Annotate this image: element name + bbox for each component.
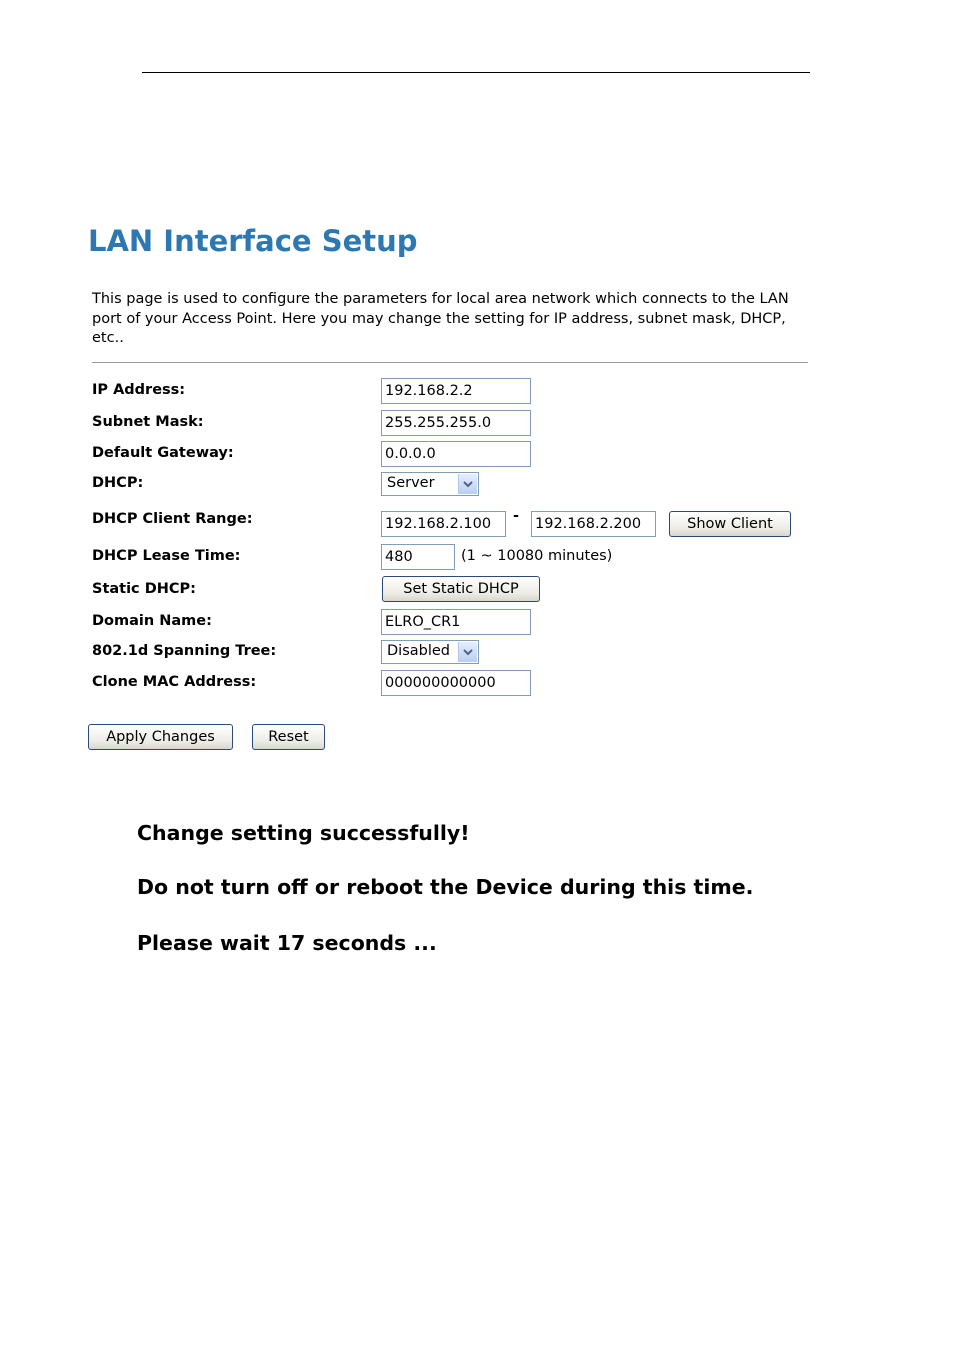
spanning-tree-select[interactable]	[381, 640, 479, 664]
subnet-mask-label: Subnet Mask:	[92, 414, 204, 430]
page-title: LAN Interface Setup	[88, 224, 418, 258]
clone-mac-label: Clone MAC Address:	[92, 674, 257, 690]
dhcp-range-separator: -	[513, 508, 520, 524]
chevron-down-icon	[458, 642, 477, 662]
set-static-dhcp-button[interactable]: Set Static DHCP	[382, 576, 540, 602]
status-countdown-message: Please wait 17 seconds ...	[137, 931, 437, 955]
ip-address-input[interactable]: 192.168.2.2	[381, 378, 531, 404]
ip-address-label: IP Address:	[92, 382, 186, 398]
spanning-tree-label: 802.1d Spanning Tree:	[92, 643, 277, 659]
clone-mac-input[interactable]: 000000000000	[381, 670, 531, 696]
chevron-down-icon	[458, 474, 477, 494]
domain-name-input[interactable]: ELRO_CR1	[381, 609, 531, 635]
dhcp-label: DHCP:	[92, 475, 144, 491]
dhcp-client-range-label: DHCP Client Range:	[92, 511, 253, 527]
show-client-button[interactable]: Show Client	[669, 511, 791, 537]
apply-changes-button[interactable]: Apply Changes	[88, 724, 233, 750]
dhcp-lease-time-hint: (1 ~ 10080 minutes)	[461, 548, 613, 564]
status-warning-message: Do not turn off or reboot the Device during this time.	[137, 875, 754, 899]
section-divider	[92, 362, 808, 363]
dhcp-lease-time-input[interactable]: 480	[381, 544, 455, 570]
page-description: This page is used to configure the parameters for local area network which connects to the LAN port of your Access Point. Here you may change the setting for IP address, subnet mask, DHCP, etc..	[92, 291, 789, 346]
dhcp-range-end-input[interactable]: 192.168.2.200	[531, 511, 656, 537]
subnet-mask-input[interactable]: 255.255.255.0	[381, 410, 531, 436]
default-gateway-label: Default Gateway:	[92, 445, 234, 461]
dhcp-select-value: Server	[387, 475, 435, 491]
dhcp-select[interactable]	[381, 472, 479, 496]
spanning-tree-select-value: Disabled	[387, 643, 450, 659]
reset-button[interactable]: Reset	[252, 724, 325, 750]
top-rule	[142, 72, 810, 73]
default-gateway-input[interactable]: 0.0.0.0	[381, 441, 531, 467]
status-success-message: Change setting successfully!	[137, 821, 470, 845]
dhcp-lease-time-label: DHCP Lease Time:	[92, 548, 241, 564]
dhcp-range-start-input[interactable]: 192.168.2.100	[381, 511, 506, 537]
domain-name-label: Domain Name:	[92, 613, 212, 629]
static-dhcp-label: Static DHCP:	[92, 581, 196, 597]
